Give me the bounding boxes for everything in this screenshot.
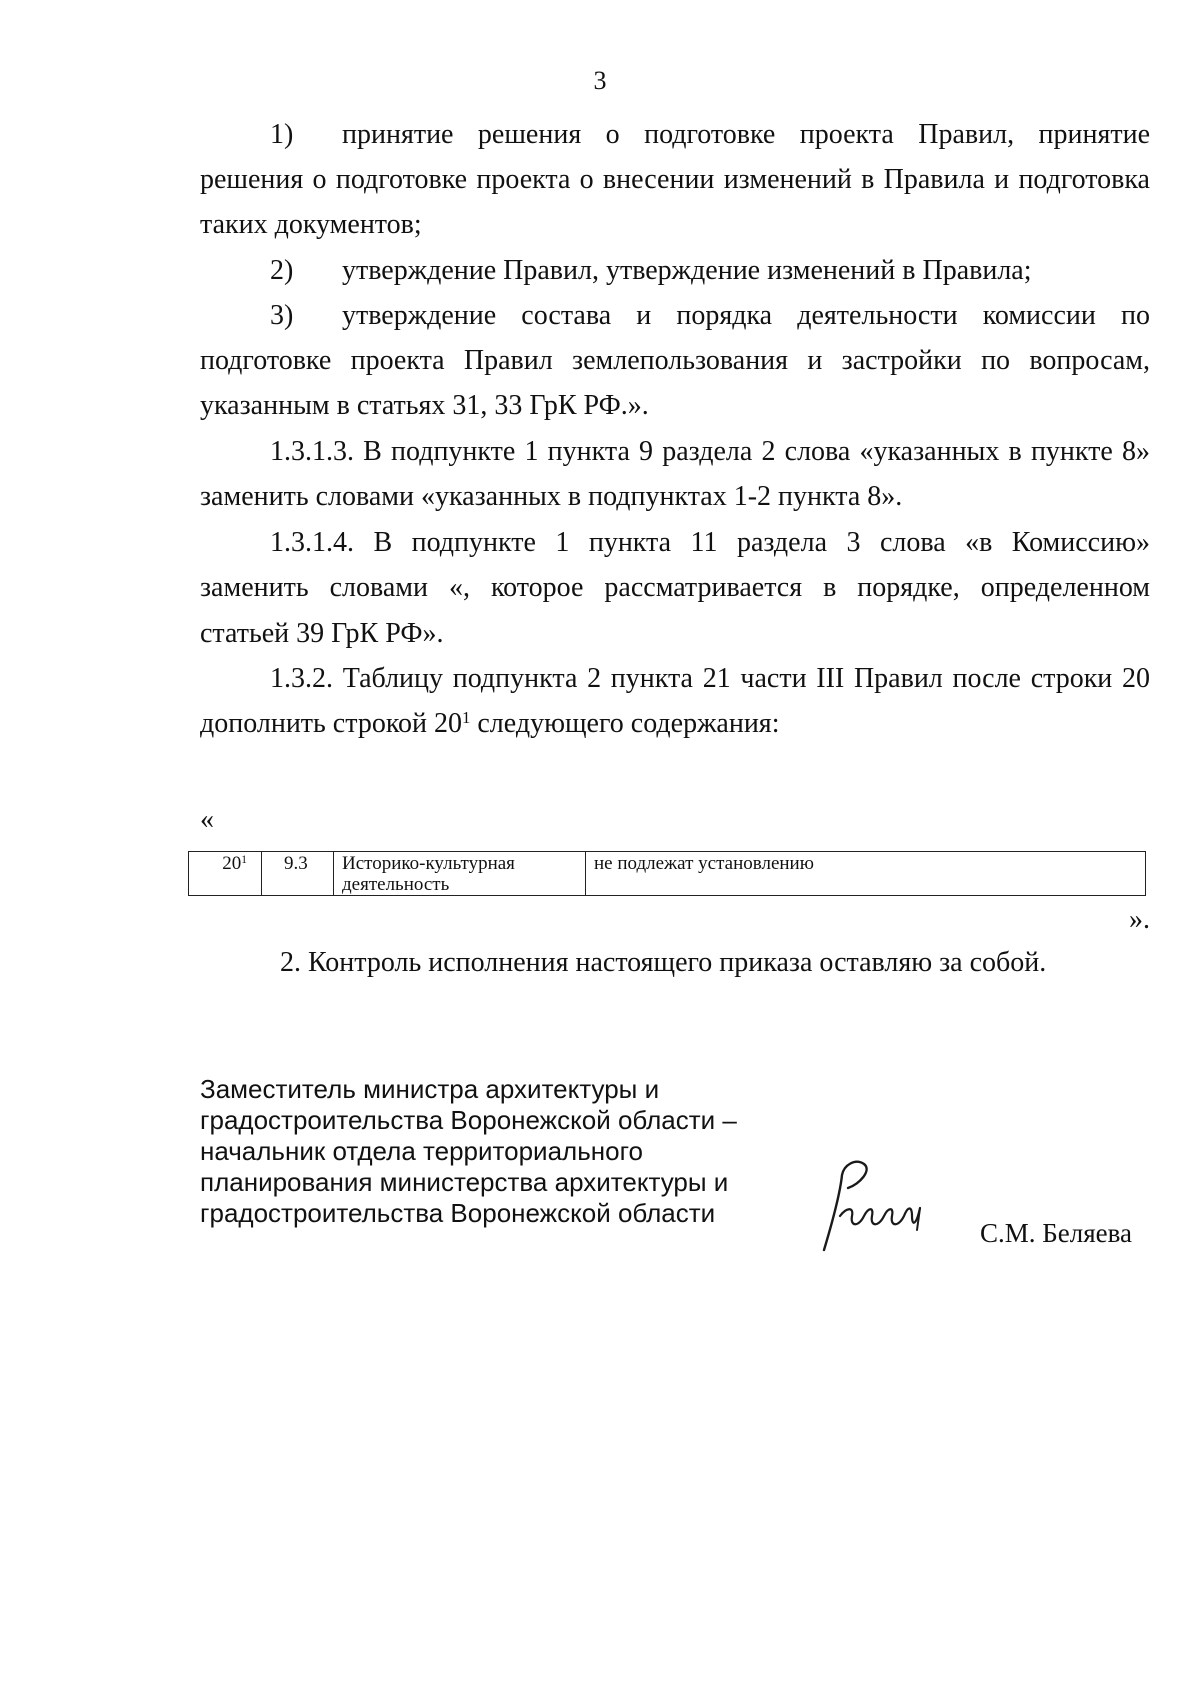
table-cell-row-number (189, 852, 262, 896)
item-2-number: 2) (270, 255, 294, 286)
paragraph-132-text-pre: дополнить строкой 20 (200, 708, 462, 739)
item-3-line-3: указанным в статьях 31, 33 ГрК РФ.». (200, 390, 649, 421)
table-cell-activity (334, 852, 586, 896)
paragraph-2: 2. Контроль исполнения настоящего приказа оставляю за собой. (280, 947, 1047, 978)
signature-position-line-5: градостроительства Воронежской области (200, 1198, 716, 1228)
table-row (189, 852, 1146, 896)
insert-table (188, 851, 1146, 896)
signature-position-line-3: начальник отдела территориального (200, 1136, 643, 1166)
item-1-line-3: таких документов; (200, 209, 422, 240)
paragraph-132-text-post: следующего содержания: (470, 708, 780, 739)
paragraph-132-line-1: 1.3.2. Таблицу подпункта 2 пункта 21 части III Правил после строки 20 (270, 663, 1150, 694)
paragraph-1314-line-3: статьей 39 ГрК РФ». (200, 618, 444, 649)
superscript-1: 1 (461, 707, 471, 727)
activity-line-2: деятельность (342, 874, 450, 895)
signature-position-line-2: градостроительства Воронежской области – (200, 1105, 737, 1135)
close-quote: ». (1129, 904, 1150, 935)
handwritten-signature (780, 1150, 950, 1260)
paragraph-132-line-2 (200, 707, 1150, 741)
open-quote: « (200, 804, 214, 835)
signature-position-line-4: планирования министерства архитектуры и (200, 1167, 729, 1197)
signature-position-line-1: Заместитель министра архитектуры и (200, 1074, 660, 1104)
item-2-text: утверждение Правил, утверждение изменений в Правила; (342, 255, 1032, 286)
item-3-line-2: подготовке проекта Правил землепользования и застройки по вопросам, (200, 345, 1150, 376)
paragraph-1313-line-1: 1.3.1.3. В подпункте 1 пункта 9 раздела 2 слова «указанных в пункте 8» (270, 436, 1150, 467)
row-number-base: 20 (222, 853, 242, 874)
item-3-first-line: утверждение состава и порядка деятельности комиссии по (342, 300, 1150, 331)
item-1-first-line: принятие решения о подготовке проекта Правил, принятие (342, 119, 1150, 150)
item-1-line-2: решения о подготовке проекта о внесении изменений в Правила и подготовка (200, 164, 1150, 195)
item-3-number: 3) (270, 300, 294, 331)
row-number-superscript: 1 (241, 853, 247, 866)
paragraph-1313-line-2: заменить словами «указанных в подпунктах 1-2 пункта 8». (200, 481, 903, 512)
page-number: 3 (593, 66, 607, 95)
activity-line-1: Историко-культурная (342, 853, 515, 874)
paragraph-1314-line-1: 1.3.1.4. В подпункте 1 пункта 11 раздела 3 слова «в Комиссию» (270, 527, 1150, 558)
table-cell-code: 9.3 (262, 852, 334, 896)
item-1-number: 1) (270, 119, 294, 150)
signer-name: С.М. Беляева (980, 1218, 1133, 1248)
paragraph-1314-line-2: заменить словами «, которое рассматривается в порядке, определенном (200, 572, 1150, 603)
table-cell-params: не подлежат установлению (586, 852, 1146, 896)
